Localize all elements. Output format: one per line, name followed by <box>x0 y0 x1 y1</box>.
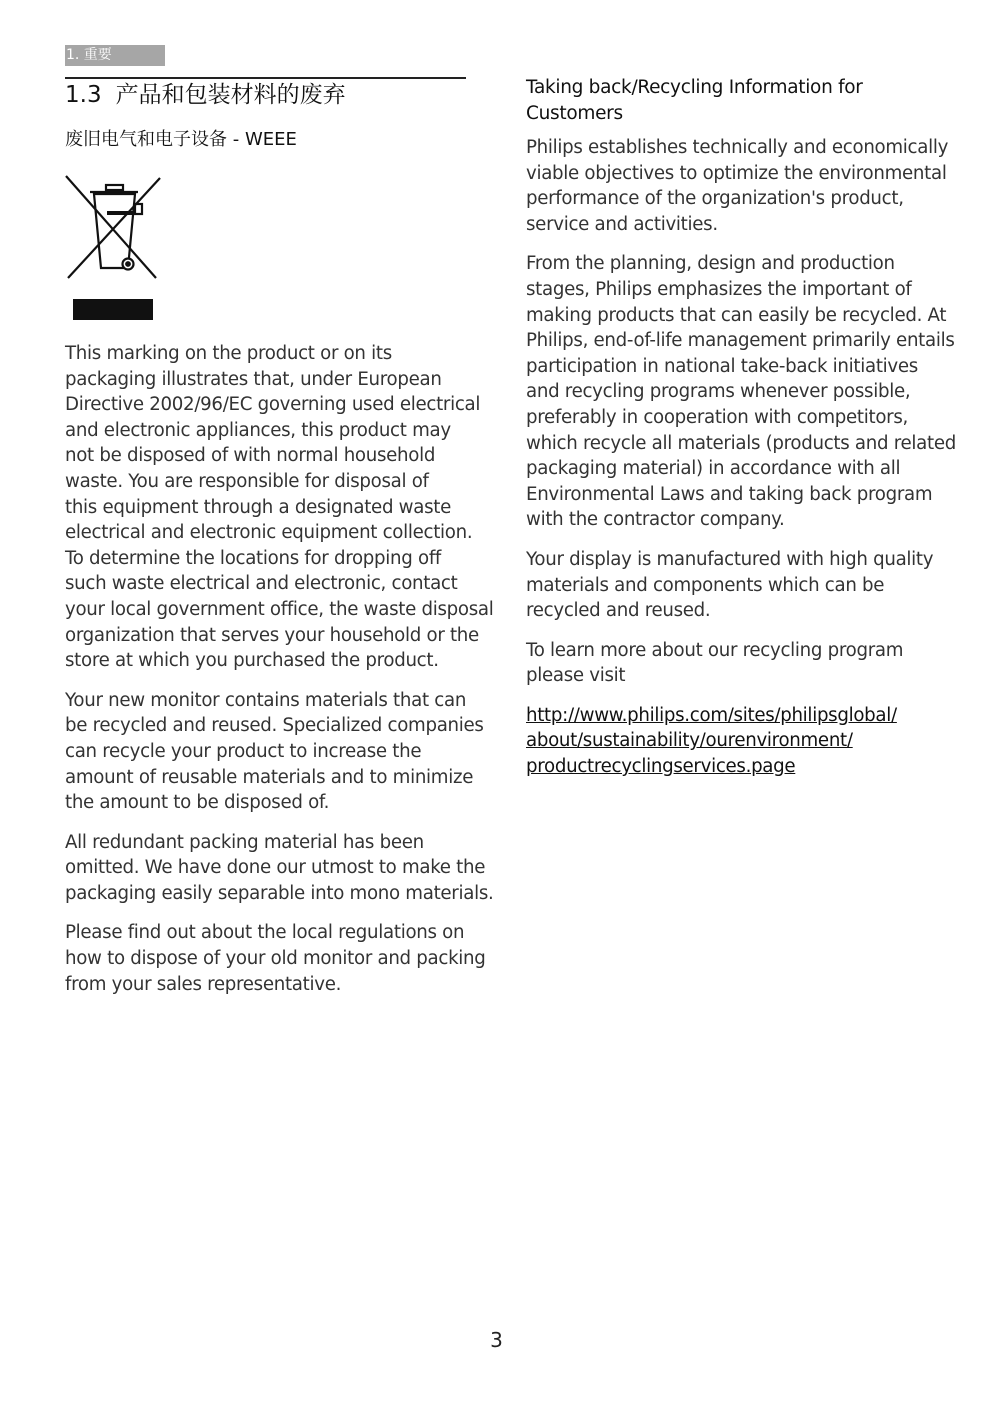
paragraph-line: making products that can easily be recycled. At <box>526 304 947 326</box>
chapter-tab: 1. 重要 <box>65 45 165 66</box>
paragraph-line: from your sales representative. <box>65 973 342 995</box>
paragraph-line: not be disposed of with normal household <box>65 445 436 467</box>
paragraph-line: Directive 2002/96/EC governing used electrical <box>65 394 481 416</box>
paragraph-line: store at which you purchased the product. <box>65 650 439 672</box>
paragraph-line: electrical and electronic equipment collection. <box>65 522 473 544</box>
paragraph-line: This marking on the product or on its <box>65 343 392 364</box>
left-paragraph <box>65 341 494 674</box>
paragraph-line: amount of reusable materials and to minimize <box>65 766 474 788</box>
section-rule <box>65 77 466 79</box>
recycling-link-line[interactable]: productrecyclingservices.page <box>526 756 796 778</box>
weee-marking-bar <box>73 299 153 320</box>
right-paragraph <box>526 251 956 533</box>
paragraph-line: with the contractor company. <box>526 509 785 531</box>
left-column <box>65 341 494 1011</box>
paragraph-line: Please find out about the local regulations on <box>65 922 465 944</box>
paragraph-line: Customers <box>526 103 623 124</box>
paragraph-line: materials and components which can be <box>526 574 885 596</box>
paragraph-line: preferably in cooperation with competitors, <box>526 406 908 428</box>
paragraph-line: be recycled and reused. Specialized companies <box>65 715 484 737</box>
section-number: 1.3 <box>65 82 102 108</box>
left-paragraph <box>65 688 484 816</box>
paragraph-line: From the planning, design and production <box>526 253 895 275</box>
recycling-link-line[interactable]: http://www.philips.com/sites/philipsglobal/ <box>526 704 897 726</box>
paragraph-line: this equipment through a designated waste <box>65 496 451 518</box>
paragraph-line: the amount to be disposed of. <box>65 792 330 814</box>
paragraph-line: packaging easily separable into mono materials. <box>65 882 494 904</box>
paragraph-line: Your display is manufactured with high quality <box>526 548 934 570</box>
paragraph-line: can recycle your product to increase the <box>65 740 422 762</box>
paragraph-line: viable objectives to optimize the environmental <box>526 162 947 184</box>
paragraph-line: service and activities. <box>526 213 718 235</box>
right-paragraph <box>526 638 936 689</box>
recycling-heading <box>526 75 936 127</box>
left-paragraph <box>65 920 486 997</box>
paragraph-line: All redundant packing material has been <box>65 831 424 853</box>
page-number: 3 <box>490 1328 503 1352</box>
section-title-text: 产品和包装材料的废弃 <box>115 82 346 108</box>
crossed-out-wheelie-bin-icon <box>64 174 162 282</box>
paragraph-line: omitted. We have done our utmost to make the <box>65 857 486 879</box>
paragraph-line: such waste electrical and electronic, contact <box>65 573 458 595</box>
paragraph-line: participation in national take-back initiatives <box>526 355 918 377</box>
paragraph-line: Philips establishes technically and economically <box>526 137 949 158</box>
left-paragraph <box>65 830 494 907</box>
recycling-link-line[interactable]: about/sustainability/ourenvironment/ <box>526 730 853 752</box>
paragraph-line: which recycle all materials (products and related <box>526 432 956 454</box>
right-column <box>526 75 956 794</box>
section-title <box>65 80 485 110</box>
paragraph-line: To determine the locations for dropping off <box>65 547 442 569</box>
paragraph-line: packaging material) in accordance with all <box>526 458 901 480</box>
paragraph-line: and electronic appliances, this product may <box>65 419 451 441</box>
paragraph-line: waste. You are responsible for disposal of <box>65 470 429 492</box>
paragraph-line: Your new monitor contains materials that can <box>65 689 467 711</box>
subsection-title: 废旧电气和电子设备 - WEEE <box>65 129 297 150</box>
paragraph-line: Philips, end-of-life management primarily entails <box>526 330 955 352</box>
paragraph-line: stages, Philips emphasizes the important of <box>526 278 912 300</box>
paragraph-line: performance of the organization's product, <box>526 188 904 210</box>
paragraph-line: recycled and reused. <box>526 600 711 622</box>
paragraph-line: how to dispose of your old monitor and packing <box>65 948 486 970</box>
paragraph-line: packaging illustrates that, under European <box>65 368 442 390</box>
paragraph-line: and recycling programs whenever possible, <box>526 381 911 403</box>
paragraph-line: To learn more about our recycling program <box>526 639 904 661</box>
paragraph-line: please visit <box>526 665 626 687</box>
right-paragraph <box>526 547 936 624</box>
paragraph-line: Taking back/Recycling Information for <box>526 77 863 98</box>
right-paragraph <box>526 135 949 237</box>
paragraph-line: Environmental Laws and taking back program <box>526 483 933 505</box>
paragraph-line: organization that serves your household or the <box>65 624 479 646</box>
paragraph-line: your local government office, the waste disposal <box>65 598 494 620</box>
recycling-link-block <box>526 703 936 780</box>
